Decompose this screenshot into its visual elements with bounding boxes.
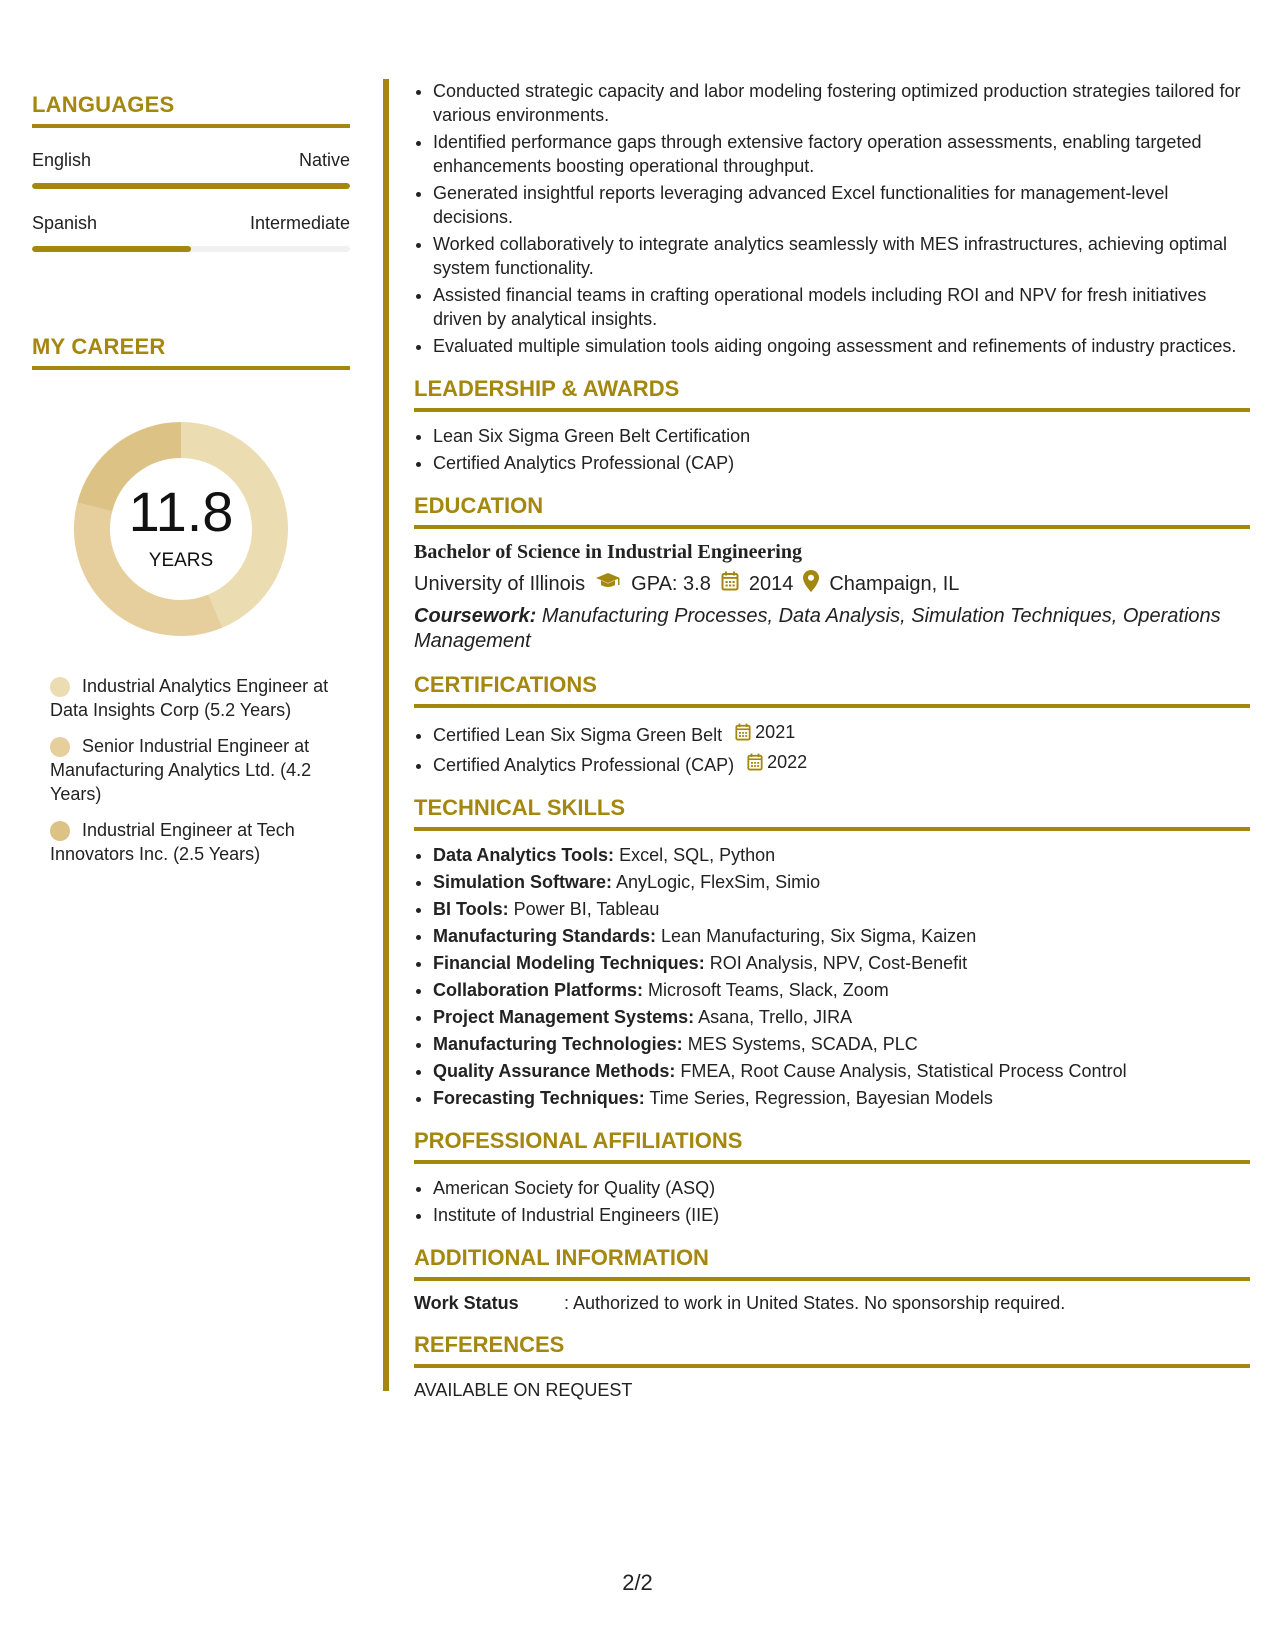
career-donut-chart xyxy=(66,414,296,644)
skill-values: Microsoft Teams, Slack, Zoom xyxy=(648,980,889,1000)
legend-label: Industrial Engineer at Tech Innovators Inc. (2.5 Years) xyxy=(50,820,295,864)
skill-item xyxy=(433,924,1250,948)
degree: Bachelor of Science in Industrial Engineering xyxy=(414,541,802,563)
skill-category: Financial Modeling Techniques: xyxy=(433,953,705,973)
experience-bullet: • Evaluated multiple simulation tools aiding ongoing assessment and refinements of industry practices. xyxy=(433,334,1250,358)
education-title: EDUCATION xyxy=(414,493,1250,529)
certifications-title: CERTIFICATIONS xyxy=(414,672,1250,708)
leadership-title: LEADERSHIP & AWARDS xyxy=(414,376,1250,412)
career-legend xyxy=(50,674,340,866)
affiliation-item: • American Society for Quality (ASQ) xyxy=(433,1176,1250,1200)
skill-category: Data Analytics Tools: xyxy=(433,845,615,865)
school-name: University of Illinois xyxy=(414,572,586,595)
skill-category: BI Tools: xyxy=(433,899,509,919)
experience-bullet: • Conducted strategic capacity and labor modeling fostering optimized production strategies tailored for various environments. xyxy=(433,79,1250,127)
skill-category: Simulation Software: xyxy=(433,872,613,892)
skill-values: Lean Manufacturing, Six Sigma, Kaizen xyxy=(661,926,977,946)
language-name: Spanish xyxy=(32,213,98,233)
career-title: MY CAREER xyxy=(32,334,350,370)
affiliations-section xyxy=(414,1128,1250,1227)
skill-values: AnyLogic, FlexSim, Simio xyxy=(616,872,821,892)
graduation-year: 2014 xyxy=(748,572,794,595)
skill-values: Power BI, Tableau xyxy=(513,899,660,919)
certification-item xyxy=(433,750,1250,777)
skill-category: Quality Assurance Methods: xyxy=(433,1061,676,1081)
skill-item xyxy=(433,1032,1250,1056)
language-level: Native xyxy=(298,150,350,170)
skill-values: FMEA, Root Cause Analysis, Statistical Process Control xyxy=(680,1061,1127,1081)
coursework-label: Coursework: xyxy=(414,605,537,627)
certification-year: 2021 xyxy=(755,722,796,742)
skill-values: ROI Analysis, NPV, Cost-Benefit xyxy=(709,953,968,973)
language-name: English xyxy=(32,150,92,170)
left-column xyxy=(32,92,350,878)
career-legend-item xyxy=(50,818,340,866)
language-bar-fill xyxy=(32,246,191,252)
language-level: Intermediate xyxy=(249,213,350,233)
calendar-icon xyxy=(735,723,751,741)
award-item: • Lean Six Sigma Green Belt Certification xyxy=(433,424,1250,448)
skill-category: Collaboration Platforms: xyxy=(433,980,644,1000)
language-bar xyxy=(32,246,350,252)
skills-section xyxy=(414,795,1250,1110)
affiliation-item: • Institute of Industrial Engineers (IIE) xyxy=(433,1203,1250,1227)
skill-category: Forecasting Techniques: xyxy=(433,1088,645,1108)
certification-name: Certified Lean Six Sigma Green Belt xyxy=(433,725,723,745)
certification-item xyxy=(433,720,1250,747)
award-item: • Certified Analytics Professional (CAP) xyxy=(433,451,1250,475)
skills-title: TECHNICAL SKILLS xyxy=(414,795,1250,831)
legend-label: Senior Industrial Engineer at Manufacturing Analytics Ltd. (4.2 Years) xyxy=(50,736,312,804)
skill-values: Excel, SQL, Python xyxy=(619,845,776,865)
calendar-icon xyxy=(721,571,739,597)
affiliations-title: PROFESSIONAL AFFILIATIONS xyxy=(414,1128,1250,1164)
languages-title: LANGUAGES xyxy=(32,92,350,128)
language-english xyxy=(32,150,350,189)
experience-bullets xyxy=(414,79,1250,358)
skill-item xyxy=(433,1059,1250,1083)
language-spanish xyxy=(32,213,350,252)
experience-bullet: • Identified performance gaps through extensive factory operation assessments, enabling targeted enhancements boosting operational throughput. xyxy=(433,130,1250,178)
skill-item xyxy=(433,978,1250,1002)
gpa: GPA: 3.8 xyxy=(631,572,711,595)
legend-label: Industrial Analytics Engineer at Data Insights Corp (5.2 Years) xyxy=(50,676,329,720)
skill-values: Asana, Trello, JIRA xyxy=(698,1007,853,1027)
career-total-years: 11.8 xyxy=(128,480,234,543)
language-bar-fill xyxy=(32,183,350,189)
column-divider xyxy=(383,79,389,1391)
right-column xyxy=(414,79,1250,1401)
career-legend-item xyxy=(50,734,340,806)
skill-values: MES Systems, SCADA, PLC xyxy=(687,1034,918,1054)
language-bar xyxy=(32,183,350,189)
education-section xyxy=(414,493,1250,654)
skill-category: Manufacturing Technologies: xyxy=(433,1034,683,1054)
additional-info-title: ADDITIONAL INFORMATION xyxy=(414,1245,1250,1281)
skill-item xyxy=(433,951,1250,975)
experience-bullet: • Assisted financial teams in crafting operational models including ROI and NPV for fresh initiatives driven by analytical insights. xyxy=(433,283,1250,331)
certifications-section xyxy=(414,672,1250,777)
work-status-label: Work Status xyxy=(414,1293,519,1313)
legend-dot xyxy=(50,737,70,757)
additional-info-section xyxy=(414,1245,1250,1314)
skill-item xyxy=(433,897,1250,921)
work-status-value: : Authorized to work in United States. No sponsorship required. xyxy=(564,1293,1066,1313)
skill-category: Manufacturing Standards: xyxy=(433,926,657,946)
career-legend-item xyxy=(50,674,340,722)
legend-dot xyxy=(50,821,70,841)
skill-item xyxy=(433,870,1250,894)
graduation-cap-icon xyxy=(595,572,621,596)
leadership-section xyxy=(414,376,1250,475)
skill-category: Project Management Systems: xyxy=(433,1007,695,1027)
skill-values: Time Series, Regression, Bayesian Models xyxy=(649,1088,993,1108)
references-title: REFERENCES xyxy=(414,1332,1250,1368)
experience-bullet: • Worked collaboratively to integrate analytics seamlessly with MES infrastructures, achieving optimal system functionality. xyxy=(433,232,1250,280)
references-section xyxy=(414,1332,1250,1401)
page-number: 2/2 xyxy=(622,1570,653,1595)
calendar-icon xyxy=(747,753,763,771)
skill-item xyxy=(433,843,1250,867)
location: Champaign, IL xyxy=(829,572,960,595)
skill-item xyxy=(433,1005,1250,1029)
legend-dot xyxy=(50,677,70,697)
coursework xyxy=(414,604,1250,654)
certification-year: 2022 xyxy=(767,752,808,772)
location-pin-icon xyxy=(803,570,819,598)
career-years-label: YEARS xyxy=(148,550,214,571)
experience-bullet: • Generated insightful reports leveraging advanced Excel functionalities for management-level decisions. xyxy=(433,181,1250,229)
references-text: AVAILABLE ON REQUEST xyxy=(414,1380,633,1400)
certification-name: Certified Analytics Professional (CAP) xyxy=(433,755,735,775)
skill-item xyxy=(433,1086,1250,1110)
coursework-list: Manufacturing Processes, Data Analysis, Simulation Techniques, Operations Management xyxy=(414,605,1221,652)
